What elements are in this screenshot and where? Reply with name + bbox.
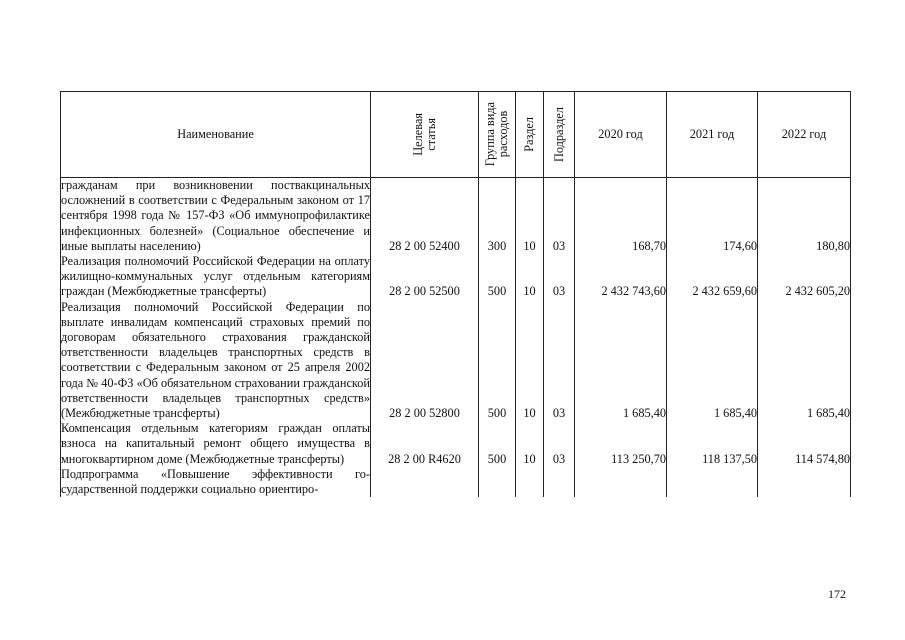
row-expense-group: 500 [479, 421, 516, 467]
row-expense-group: 500 [479, 254, 516, 300]
row-2021: 174,60 [667, 178, 758, 255]
header-2020: 2020 год [575, 92, 667, 178]
row-section: 10 [516, 178, 544, 255]
table-row [61, 178, 851, 255]
row-subsection [544, 467, 575, 497]
table-header-row [61, 92, 851, 178]
row-2021: 1 685,40 [667, 300, 758, 422]
header-target-article: Целевая статья [371, 92, 479, 178]
row-2022: 114 574,80 [758, 421, 851, 467]
row-section: 10 [516, 300, 544, 422]
row-2020: 2 432 743,60 [575, 254, 667, 300]
table-row [61, 300, 851, 422]
row-2021: 118 137,50 [667, 421, 758, 467]
header-expense-group: Группа вида расходов [479, 92, 516, 178]
row-target-article: 28 2 00 52500 [371, 254, 479, 300]
header-2021: 2021 год [667, 92, 758, 178]
row-2020 [575, 467, 667, 497]
row-2021: 2 432 659,60 [667, 254, 758, 300]
header-name: Наименование [61, 92, 371, 178]
row-name: Компенсация отдельным категориям граждан оплаты взноса на капитальный ремонт общего имущества в многоквартирном доме (Межбюджетные трансферты) [61, 421, 370, 466]
page-number: 172 [828, 587, 846, 601]
row-subsection: 03 [544, 421, 575, 467]
budget-table [60, 91, 851, 497]
table-row [61, 254, 851, 300]
row-target-article [371, 467, 479, 497]
row-2022: 2 432 605,20 [758, 254, 851, 300]
row-target-article: 28 2 00 52800 [371, 300, 479, 422]
row-subsection: 03 [544, 254, 575, 300]
header-section: Раздел [516, 92, 544, 178]
row-2022: 1 685,40 [758, 300, 851, 422]
row-section: 10 [516, 421, 544, 467]
row-target-article: 28 2 00 R4620 [371, 421, 479, 467]
row-name: Реализация полномочий Российской Федерации на оплату жилищно-коммунальных услуг отдельным категориям граждан (Межбюджетные трансферты) [61, 254, 370, 299]
row-subsection: 03 [544, 300, 575, 422]
row-name: гражданам при возникновении поствакцинальных осложнений в соответствии с Федеральным законом от 17 сентября 1998 года № 157-ФЗ «Об иммунопрофилактике инфекционных болезней» (Социальное обеспечение и иные выплаты населению) [61, 178, 370, 253]
row-2022: 180,80 [758, 178, 851, 255]
row-2020: 113 250,70 [575, 421, 667, 467]
table-row [61, 421, 851, 467]
row-expense-group [479, 467, 516, 497]
row-target-article: 28 2 00 52400 [371, 178, 479, 255]
row-expense-group: 500 [479, 300, 516, 422]
row-2020: 1 685,40 [575, 300, 667, 422]
table-row [61, 467, 851, 497]
row-section [516, 467, 544, 497]
row-2022 [758, 467, 851, 497]
header-subsection: Подраздел [544, 92, 575, 178]
row-name: Реализация полномочий Российской Федерации по выплате инвалидам компенсаций страховых премий по договорам обязательного страхования гражданской ответственности владельцев транспортных средств в соответствии с Федеральным законом от 25 апреля 2002 года № 40-ФЗ «Об обязательном страховании гражданской ответственности владельцев транспортных средств» (Межбюджетные трансферты) [61, 299, 370, 421]
header-2022: 2022 год [758, 92, 851, 178]
row-2020: 168,70 [575, 178, 667, 255]
row-2021 [667, 467, 758, 497]
row-subsection: 03 [544, 178, 575, 255]
row-name: Подпрограмма «Повышение эффективности государственной поддержки социально ориентиро- [61, 466, 370, 497]
row-section: 10 [516, 254, 544, 300]
row-expense-group: 300 [479, 178, 516, 255]
